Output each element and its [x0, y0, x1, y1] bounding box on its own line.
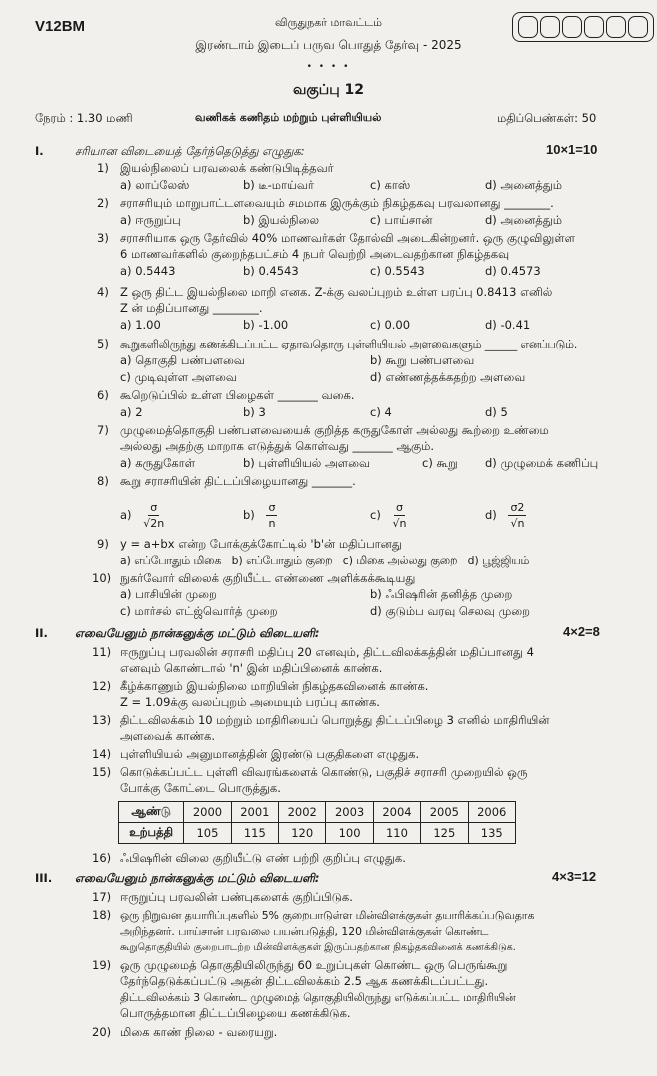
table-cell: 105: [184, 823, 231, 844]
table-header-production: உற்பத்தி: [119, 823, 184, 844]
section2-marks: 4×2=8: [563, 624, 600, 639]
q2-option-a: a) ஈருறுப்பு: [120, 213, 181, 227]
paper-code: V12BM: [35, 18, 86, 35]
q8-text: கூறு சராசரியின் திட்டப்பிழையானது _______.: [120, 474, 356, 488]
section2-num: II.: [35, 626, 48, 640]
q5-option-d: d) எண்ணத்தக்கதற்ற அளவை: [370, 370, 526, 384]
q16-text: ஃபிஷரின் விலை குறியீட்டு எண் பற்றி குறிப்பு எழுதுக.: [120, 851, 406, 865]
district-title: விருதுநகர் மாவட்டம்: [274, 16, 383, 29]
q15-text-line1: கொடுக்கப்பட்ட புள்ளி விவரங்களைக் கொண்டு, பகுதிச் சராசரி முறையில் ஒரு: [120, 765, 528, 779]
q17-text: ஈருறுப்பு பரவலின் பண்புகளைக் குறிப்பிடுக.: [120, 890, 353, 904]
q7-text-line1: முழுமைத்தொகுதி பண்பளவையைக் குறித்த கருதுகோள் அல்லது கூற்றை உண்மை: [120, 423, 549, 437]
q1-number: 1): [97, 161, 109, 175]
section3-title: எவையேனும் நான்கனுக்கு மட்டும் விடையளி:: [75, 871, 320, 885]
table-cell: 2003: [326, 802, 373, 823]
section2-title: எவையேனும் நான்கனுக்கு மட்டும் விடையளி:: [75, 626, 320, 640]
q1-option-b: b) டீ-மாய்வர்: [243, 178, 314, 192]
table-cell: 2000: [184, 802, 231, 823]
q12-text-line1: கீழ்க்காணும் இயல்நிலை மாறியின் நிகழ்தகவினைக் காண்க.: [120, 679, 429, 693]
q3-number: 3): [97, 231, 109, 245]
q20-text: மிகை காண் நிலை - வரையறு.: [120, 1025, 278, 1039]
section3-num: III.: [35, 871, 53, 885]
q9-text: y = a+bx என்ற போக்குக்கோட்டில் 'b'ன் மதிப்பானது: [120, 537, 402, 551]
q1-option-d: d) அனைத்தும்: [485, 178, 562, 192]
q4-text-line2: Z ன் மதிப்பானது ________.: [120, 301, 263, 315]
q2-text: சராசரியும் மாறுபாட்டளவையும் சமமாக இருக்கும் நிகழ்தகவு பரவலானது ________.: [120, 196, 554, 210]
table-cell: 115: [231, 823, 278, 844]
q13-text-line1: திட்டவிலக்கம் 10 மற்றும் மாதிரியைப் பொறுத்து திட்டப்பிழை 3 எனில் மாதிரியின்: [120, 713, 550, 727]
q7-option-b: b) புள்ளியியல் அளவை: [243, 456, 370, 470]
table-cell: 2001: [231, 802, 278, 823]
q14-number: 14): [92, 747, 112, 761]
q1-option-c: c) காஸ்: [370, 178, 411, 192]
q6-option-a: a) 2: [120, 405, 143, 419]
table-row: [119, 823, 516, 844]
table-cell: 2005: [421, 802, 468, 823]
q11-number: 11): [92, 645, 112, 659]
q7-option-a: a) கருதுகோள்: [120, 456, 196, 470]
q16-number: 16): [92, 851, 112, 865]
q4-option-d: d) -0.41: [485, 318, 531, 332]
q17-number: 17): [92, 890, 112, 904]
q7-option-c: c) கூறு: [422, 456, 458, 470]
decorative-dots: • • • •: [306, 62, 351, 72]
q6-number: 6): [97, 388, 109, 402]
q4-text-line1: Z ஒரு திட்ட இயல்நிலை மாறி எனக. Z-க்கு வலப்புறம் உள்ள பரப்பு 0.8413 எனில்: [120, 285, 553, 299]
q6-option-c: c) 4: [370, 405, 392, 419]
table-cell: 2002: [279, 802, 326, 823]
q8-option-d: d) $\frac{\sigma 2}{√n}$: [485, 501, 525, 530]
table-cell: 120: [279, 823, 326, 844]
q6-text: கூறெடுப்பில் உள்ள பிழைகள் _______ வகை.: [120, 388, 355, 402]
q12-text-line2: Z = 1.09க்கு வலப்புறம் அமையும் பரப்பு காண்க.: [120, 695, 380, 709]
q14-text: புள்ளியியல் அனுமானத்தின் இரண்டு பகுதிகளை எழுதுக.: [120, 747, 420, 761]
q5-number: 5): [97, 337, 109, 351]
q19-text-line3: திட்டவிலக்கம் 3 கொண்ட முழுமைத் தொகுதியிலிருந்து எடுக்கப்பட்ட மாதிரியின்: [120, 991, 516, 1004]
q19-text-line2: தேர்ந்தெடுக்கப்பட்டு அதன் திட்டவிலக்கம் 2.5 ஆக கணக்கிடப்பட்டது.: [120, 974, 489, 988]
q3-option-b: b) 0.4543: [243, 264, 299, 278]
table-row: [119, 802, 516, 823]
q8-option-b: b) $\frac{\sigma}{n}$: [243, 501, 276, 530]
q2-option-b: b) இயல்நிலை: [243, 213, 319, 227]
q2-option-d: d) அனைத்தும்: [485, 213, 562, 227]
q4-number: 4): [97, 285, 109, 299]
q11-text-line2: எனவும் கொண்டால் 'n' இன் மதிப்பினைக் காண்க.: [120, 661, 383, 675]
q2-option-c: c) பாய்சான்: [370, 213, 433, 227]
q18-number: 18): [92, 908, 112, 922]
q15-number: 15): [92, 765, 112, 779]
q5-option-a: a) தொகுதி பண்பளவை: [120, 353, 245, 367]
q19-number: 19): [92, 958, 112, 972]
q9-options: a) எப்போதும் மிகை b) எப்போதும் குறை c) மிகை அல்லது குறை d) பூஜ்ஜியம்: [120, 554, 530, 567]
q4-option-c: c) 0.00: [370, 318, 411, 332]
q18-text-line3: கூறுதொகுதியில் குறைபாடற்ற மின்விளக்குகள் இருப்பதற்கான நிகழ்தகவினைக் கணக்கிடுக.: [120, 942, 516, 953]
q12-number: 12): [92, 679, 112, 693]
q5-option-b: b) கூறு பண்பளவை: [370, 353, 475, 367]
q8-option-a: a) $\frac{\sigma}{√2n}$: [120, 501, 165, 530]
section1-num: I.: [35, 144, 44, 158]
q10-option-d: d) குடும்ப வரவு செலவு முறை: [370, 604, 530, 618]
table-cell: 110: [373, 823, 420, 844]
q7-text-line2: அல்லது அதற்கு மாறாக எடுத்துக் கொள்வது _______ ஆகும்.: [120, 439, 435, 453]
q7-option-d: d) முழுமைக் கணிப்பு: [485, 456, 599, 470]
q6-option-d: d) 5: [485, 405, 508, 419]
max-marks: மதிப்பெண்கள்: 50: [497, 111, 597, 125]
q18-text-line2: அறிந்தனர். பாய்சான் பரவலை பயன்படுத்தி, 120 மின்விளக்குகள் கொண்ட: [120, 925, 489, 938]
q11-text-line1: ஈருறுப்பு பரவலின் சராசரி மதிப்பு 20 எனவும், திட்டவிலக்கத்தின் மதிப்பானது 4: [120, 645, 534, 659]
exam-title: இரண்டாம் இடைப் பருவ பொதுத் தேர்வு - 2025: [195, 38, 462, 52]
q3-option-a: a) 0.5443: [120, 264, 176, 278]
time-label: நேரம் : 1.30 மணி: [35, 111, 133, 125]
table-cell: 2006: [468, 802, 515, 823]
q3-text-line1: சராசரியாக ஒரு தேர்வில் 40% மாணவர்கள் தோல்வி அடைகின்றனர். ஒரு குழுவிலுள்ள: [120, 231, 575, 245]
q13-number: 13): [92, 713, 112, 727]
q2-number: 2): [97, 196, 109, 210]
q3-text-line2: 6 மாணவர்களில் குறைந்தபட்சம் 4 நபர் வெற்றி அடைவதற்கான நிகழ்தகவு: [120, 247, 510, 261]
q7-number: 7): [97, 423, 109, 437]
q5-text: கூறுகளிலிருந்து கணக்கிடப்பட்ட ஏதாவதொரு புள்ளியியல் அளவைகளும் ______ எனப்படும்.: [120, 338, 578, 351]
table-header-year: ஆண்டு: [119, 802, 184, 823]
q15-text-line2: போக்கு கோட்டை பொருத்துக.: [120, 781, 281, 795]
q18-text-line1: ஒரு நிறுவன தயாரிப்புகளில் 5% குறைபாடுள்ள மின்விளக்குகள் தயாரிக்கப்படுவதாக: [120, 909, 535, 922]
q20-number: 20): [92, 1025, 112, 1039]
table-cell: 2004: [373, 802, 420, 823]
q8-option-c: c) $\frac{\sigma}{√n}$: [370, 501, 407, 530]
q10-option-a: a) பாசியின் முறை: [120, 587, 217, 601]
q19-text-line4: பொருத்தமான திட்டப்பிழையை கணக்கிடுக.: [120, 1006, 351, 1020]
q3-option-d: d) 0.4573: [485, 264, 541, 278]
subject-title: வணிகக் கணிதம் மற்றும் புள்ளியியல்: [195, 111, 382, 124]
q19-text-line1: ஒரு முழுமைத் தொகுதியிலிருந்து 60 உறுப்புகள் கொண்ட ஒரு பெருங்கூறு: [120, 958, 508, 972]
table-cell: 125: [421, 823, 468, 844]
section1-title: சரியான விடையைத் தேர்ந்தெடுத்து எழுதுக:: [75, 144, 305, 158]
q9-number: 9): [97, 537, 109, 551]
q3-option-c: c) 0.5543: [370, 264, 425, 278]
production-table: [118, 801, 516, 844]
q13-text-line2: அளவைக் காண்க.: [120, 729, 216, 743]
q10-option-b: b) ஃபிஷரின் தனித்த முறை: [370, 587, 513, 601]
q10-number: 10): [92, 571, 112, 585]
q8-number: 8): [97, 474, 109, 488]
section3-marks: 4×3=12: [552, 869, 597, 884]
q6-option-b: b) 3: [243, 405, 266, 419]
q1-option-a: a) லாப்லேஸ்: [120, 178, 190, 192]
section1-marks: 10×1=10: [546, 142, 598, 157]
class-title: வகுப்பு 12: [293, 82, 364, 98]
q5-option-c: c) முடிவுள்ள அளவை: [120, 370, 237, 384]
q10-option-c: c) மார்சல் எட்ஜ்வொர்த் முறை: [120, 604, 278, 618]
q4-option-b: b) -1.00: [243, 318, 289, 332]
table-cell: 135: [468, 823, 515, 844]
q10-text: நுகர்வோர் விலைக் குறியீட்ட எண்ணை அளிக்கக்கூடியது: [120, 571, 416, 585]
q1-text: இயல்நிலைப் பரவலைக் கண்டுபிடித்தவர்: [120, 161, 334, 175]
table-cell: 100: [326, 823, 373, 844]
q4-option-a: a) 1.00: [120, 318, 161, 332]
